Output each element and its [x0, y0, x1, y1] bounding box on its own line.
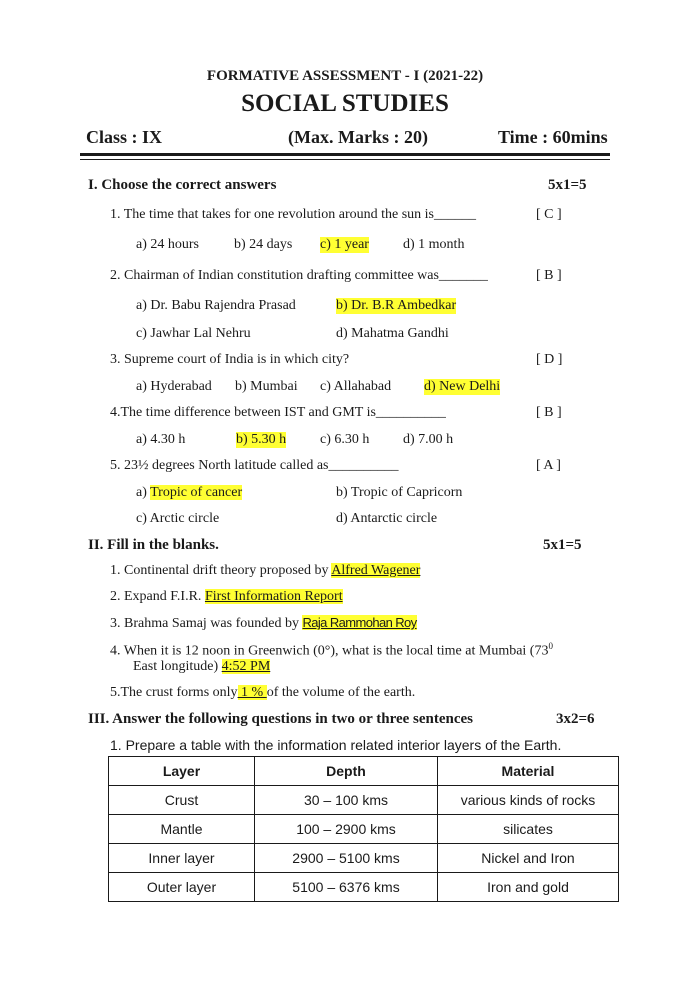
section1-marks: 5x1=5	[548, 177, 587, 193]
q4-answer: [ B ]	[536, 405, 562, 420]
q5-answer: [ A ]	[536, 458, 561, 473]
q2-option-a: a) Dr. Babu Rajendra Prasad	[136, 298, 296, 313]
q2-answer: [ B ]	[536, 268, 562, 283]
section3-marks: 3x2=6	[556, 711, 595, 727]
fill-item-2	[110, 589, 343, 605]
fill-item-5-tail: of the volume of the earth.	[266, 685, 416, 700]
q5-option-d: d) Antarctic circle	[336, 511, 438, 526]
fill-item-5	[110, 685, 415, 701]
q1-text: 1. The time that takes for one revolution around the sun is______	[110, 207, 477, 222]
table-cell: Crust	[109, 786, 255, 815]
earth-layers-table	[108, 756, 619, 902]
table-cell: Nickel and Iron	[438, 844, 619, 873]
section3-question: 1. Prepare a table with the information related interior layers of the Earth.	[110, 737, 562, 753]
q4-option-c: c) 6.30 h	[320, 432, 370, 447]
q5-option-a-text: Tropic of cancer	[150, 485, 243, 500]
table-header-row	[109, 757, 619, 786]
table-cell: various kinds of rocks	[438, 786, 619, 815]
q1-answer: [ C ]	[536, 207, 562, 222]
table-cell: Iron and gold	[438, 873, 619, 902]
section1-title: I. Choose the correct answers	[88, 177, 277, 193]
table-cell: Inner layer	[109, 844, 255, 873]
fill-item-2-answer: First Information Report	[204, 589, 343, 604]
q1-option-b: b) 24 days	[234, 237, 293, 252]
time-label: Time : 60mins	[498, 127, 608, 147]
fill-item-4-line2	[133, 659, 270, 675]
table-cell: 30 – 100 kms	[255, 786, 438, 815]
table-cell: silicates	[438, 815, 619, 844]
q4-option-a: a) 4.30 h	[136, 432, 186, 447]
assessment-title: FORMATIVE ASSESSMENT - I (2021-22)	[206, 68, 484, 84]
q5-option-c: c) Arctic circle	[136, 511, 220, 526]
q4-option-d: d) 7.00 h	[403, 432, 454, 447]
table-header-cell: Material	[438, 757, 619, 786]
q2-option-c: c) Jawhar Lal Nehru	[136, 326, 251, 341]
q2-option-d: d) Mahatma Gandhi	[336, 326, 449, 341]
fill-item-5-text: 5.The crust forms only	[110, 685, 238, 700]
fill-item-1-text: 1. Continental drift theory proposed by	[110, 563, 332, 578]
fill-item-4	[110, 641, 553, 660]
table-header-cell: Depth	[255, 757, 438, 786]
q2-option-b: b) Dr. B.R Ambedkar	[336, 298, 457, 313]
fill-item-4-text: 4. When it is 12 noon in Greenwich (0°), what is the local time at Mumbai (73	[110, 643, 549, 659]
fill-item-1	[110, 563, 420, 579]
max-marks: (Max. Marks : 20)	[288, 127, 428, 147]
q3-answer: [ D ]	[536, 352, 563, 367]
q3-text: 3. Supreme court of India is in which city?	[110, 352, 350, 367]
table-cell: 2900 – 5100 kms	[255, 844, 438, 873]
class-label: Class : IX	[86, 127, 163, 147]
q3-option-b: b) Mumbai	[235, 379, 298, 394]
q4-text: 4.The time difference between IST and GMT is__________	[110, 405, 446, 420]
table-row	[109, 844, 619, 873]
q1-option-a: a) 24 hours	[136, 237, 199, 252]
fill-item-4-answer: 4:52 PM	[221, 659, 271, 674]
q4-option-b: b) 5.30 h	[236, 432, 287, 447]
fill-item-1-answer: Alfred Wagener	[331, 563, 421, 578]
fill-item-3-text: 3. Brahma Samaj was founded by	[110, 616, 303, 631]
table-cell: 5100 – 6376 kms	[255, 873, 438, 902]
table-row	[109, 815, 619, 844]
q1-option-d: d) 1 month	[403, 237, 465, 252]
q2-text: 2. Chairman of Indian constitution drafting committee was_______	[110, 268, 488, 283]
table-cell: Mantle	[109, 815, 255, 844]
q1-option-c: c) 1 year	[320, 237, 369, 252]
section2-marks: 5x1=5	[543, 537, 582, 553]
fill-item-5-answer: 1 %	[237, 685, 267, 700]
fill-item-2-text: 2. Expand F.I.R.	[110, 589, 205, 604]
fill-item-4-text2: East longitude)	[133, 659, 222, 674]
q3-option-d: d) New Delhi	[424, 379, 501, 394]
fill-item-3	[110, 615, 417, 632]
q3-option-c: c) Allahabad	[320, 379, 392, 394]
subject-title: SOCIAL STUDIES	[241, 90, 449, 117]
section3-title: III. Answer the following questions in two or three sentences	[88, 711, 474, 727]
table-row	[109, 873, 619, 902]
q5-text: 5. 23½ degrees North latitude called as__________	[110, 458, 399, 473]
q3-option-a: a) Hyderabad	[136, 379, 212, 394]
table-cell: 100 – 2900 kms	[255, 815, 438, 844]
q5-option-a: a) Tropic of cancer	[136, 485, 243, 500]
header-rule-thick	[80, 153, 610, 156]
table-row	[109, 786, 619, 815]
table-cell: Outer layer	[109, 873, 255, 902]
q5-option-b: b) Tropic of Capricorn	[336, 485, 463, 500]
table-header-cell: Layer	[109, 757, 255, 786]
fill-item-3-answer: Raja Rammohan Roy	[302, 615, 417, 630]
section2-title: II. Fill in the blanks.	[88, 537, 219, 553]
header-rule-thin	[80, 159, 610, 160]
fill-item-4-superscript: 0	[548, 641, 553, 651]
